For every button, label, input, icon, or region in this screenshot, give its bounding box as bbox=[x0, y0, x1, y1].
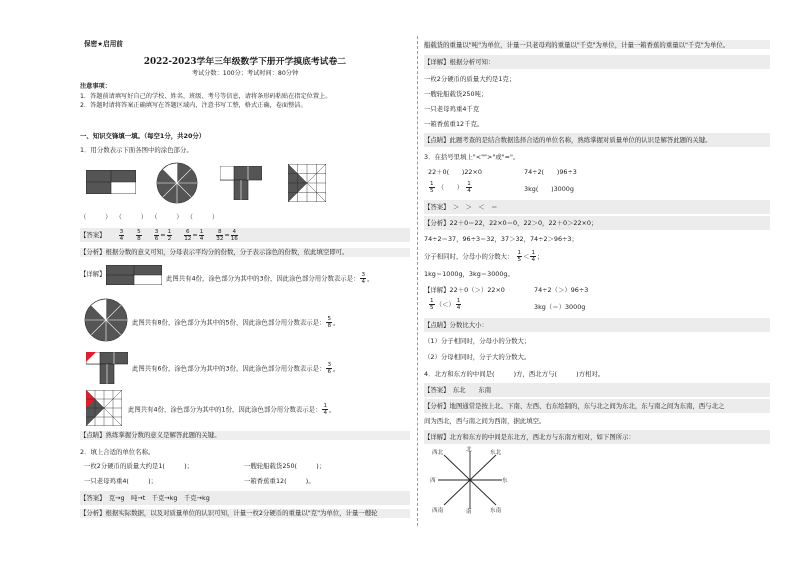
question-1: 1．用分数表示下面各图中的涂色部分。 bbox=[80, 146, 193, 154]
question-4: 4．北方和东方的中间是( )方，西北方与( )方相对。 bbox=[424, 370, 605, 378]
q2-line: 一箱香蕉重12( )。 bbox=[244, 477, 315, 485]
fraction: $\frac{3}{4}$ bbox=[361, 272, 366, 285]
fraction: $\frac{8}{32}$ bbox=[216, 228, 224, 242]
detail-arrow-figure bbox=[86, 352, 128, 384]
q3-analysis: 【分析】22＋0＝22，22×0＝0，22＞0，22＋0＞22×0； bbox=[424, 216, 770, 230]
comment-line: （2）分母相同时，分子大的分数大。 bbox=[424, 353, 531, 361]
compass-east: 东 bbox=[502, 478, 508, 484]
q3-line: 22＋0( )22×0 bbox=[428, 168, 482, 176]
detail-text-4: 此图共有4份，涂色部分为其中的1份，因此涂色部分用分数表示是： $\frac{1}{4}$ 。 bbox=[128, 403, 336, 416]
fraction: $\frac{5}{8}$ bbox=[137, 228, 141, 242]
compass-north: 北 bbox=[466, 447, 472, 453]
detail-text-3: 此图共有6份，涂色部分为其中的3份，因此涂色部分用分数表示是： $\frac{3}{6}$ 。 bbox=[132, 362, 340, 375]
answer-fractions: $\frac{3}{4}$ $\frac{5}{8}$ $\frac{3}{6}$ = $\frac{1}{2}$ $\frac{6}{12}$ = $\frac{1}{4}$ $\frac{8}{32}$ = $\frac{4}{16}$ bbox=[119, 228, 238, 242]
fraction: $\frac{1}{2}$ bbox=[167, 228, 172, 242]
detail-line: 一只老母鸡重4千克 bbox=[424, 105, 480, 113]
compass-southeast: 东南 bbox=[490, 508, 502, 514]
comment-line: （1）分子相同时，分母小的分数大； bbox=[424, 337, 531, 345]
exam-info: 考试分数：100分；考试时间：80分钟 bbox=[191, 70, 299, 77]
q4-detail: 【详解】北方和东方的中间是东北方，西北方与东南方相对，如下图所示： bbox=[424, 430, 770, 444]
fraction: $\frac{3}{6}$ bbox=[154, 228, 159, 242]
circle-fraction-figure bbox=[156, 162, 198, 204]
detail-line: 【详解】22＋0（＞）22×0 bbox=[424, 286, 505, 294]
detail-line: 一箱香蕉重12千克。 bbox=[424, 120, 484, 128]
answer-row bbox=[80, 228, 410, 242]
left-column bbox=[80, 0, 410, 562]
q2-analysis: 【分析】根据实际数据，以及对质量单位的认识可知，计量一枚2分硬币的重量以"克"为单位，计量一艘轮 bbox=[80, 509, 410, 518]
compass-southwest: 西南 bbox=[432, 508, 444, 514]
page-title: 2022-2023学年三年级数学下册开学摸底考试卷二 bbox=[143, 57, 347, 67]
q3-line: 3kg( )3000g bbox=[524, 185, 574, 193]
comment-text: 【点睛】此题考查的是结合数据选择合适的单位名称，熟练掌握对质量单位的认识是解答此题的关键。 bbox=[424, 133, 770, 147]
q3-answer: 【答案】 ＞ ＞ ＜ ＝ bbox=[424, 200, 770, 214]
analysis-fraction-line: 分子相同时，分母小的分数大： $\frac{1}{5}$ ＜ $\frac{1}{4}$ ； bbox=[424, 250, 544, 263]
fraction: $\frac{1}{4}$ bbox=[323, 403, 328, 416]
fraction: $\frac{1}{5}$ bbox=[430, 181, 434, 194]
analysis-line: 1kg＝1000g，3kg＝3000g。 bbox=[424, 270, 514, 278]
fraction: $\frac{1}{4}$ bbox=[467, 181, 471, 194]
analysis-cont: 船载货的重量以"吨"为单位，计量一只老母鸡的重量以"千克"为单位，计量一箱香蕉的重量以"千克"为单位。 bbox=[424, 40, 770, 49]
note-item: 1．答题前请填写好自己的学校、姓名、班级、考号等信息，请将条形码粘贴在指定位置上。 bbox=[80, 93, 332, 100]
q2-answer: 【答案】 克→g 吨→t 千克→kg 千克→kg bbox=[80, 491, 410, 505]
detail-fraction-line: $\frac{1}{5}$ （＜） $\frac{1}{4}$ bbox=[430, 298, 461, 311]
answer-label: 【答案】 bbox=[80, 231, 106, 239]
fraction: $\frac{5}{8}$ bbox=[327, 316, 332, 329]
notes-heading: 注意事项： bbox=[80, 83, 111, 90]
detail-circle-figure bbox=[84, 298, 128, 342]
note-item: 2．答题时请将答案正确填写在答题区域内，注意书写工整，格式正确，卷面整洁。 bbox=[80, 102, 307, 109]
detail-line: 一艘轮船载货250吨； bbox=[424, 90, 488, 98]
fraction: $\frac{1}{4}$ bbox=[456, 298, 461, 311]
q3-fraction-compare: $\frac{1}{5}$ （ ） $\frac{1}{4}$ bbox=[430, 181, 471, 194]
q4-analysis: 【分析】地图通常是按上北、下南、左西、右东绘制的，东与北之间为东北，东与南之间为东南，西与北之 bbox=[424, 399, 770, 413]
detail-grid-figure bbox=[86, 390, 122, 426]
answer-blanks: （ ） （ ） （ ） （ ） bbox=[80, 213, 221, 221]
detail-line: 74÷2（＞）96÷3 bbox=[534, 286, 589, 294]
q4-analysis-cont: 间为西北，西与南之间为西南，据此填空。 bbox=[424, 417, 546, 425]
secret-label: 保密★启用前 bbox=[84, 40, 123, 48]
comment-text: 【点睛】熟练掌握分数的意义是解答此题的关键。 bbox=[80, 431, 410, 440]
grid-triangle-figure bbox=[288, 164, 326, 202]
q2-line: 一枚2分硬币的质量大约是1( )； bbox=[84, 462, 193, 470]
detail-line: 3kg（＝）3000g bbox=[534, 303, 586, 311]
rect-fraction-figure bbox=[86, 170, 136, 194]
detail-text-2: 此图共有8份，涂色部分为其中的5份，因此涂色部分用分数表示是： $\frac{5}{8}$ 。 bbox=[132, 316, 340, 329]
detail-label: 【详解】根据分析可知： bbox=[424, 55, 770, 69]
fraction: $\frac{1}{5}$ bbox=[517, 250, 522, 263]
q2-line: 一艘轮船载货250( )； bbox=[244, 462, 326, 470]
arrow-shape-figure bbox=[220, 166, 262, 200]
q2-line: 一只老母鸡重4( )； bbox=[84, 477, 157, 485]
detail-rect-figure bbox=[106, 265, 162, 285]
analysis-text: 【分析】根据分数的意义可知，分母表示平均分的份数，分子表示涂色的份数，依此填空即可。 bbox=[80, 248, 410, 257]
fraction: $\frac{6}{12}$ bbox=[184, 228, 192, 242]
comment-text: 【点睛】分数比大小： bbox=[424, 318, 770, 332]
analysis-line: 74÷2＝37，96÷3＝32，37＞32，74÷2＞96÷3； bbox=[424, 235, 578, 243]
detail-text-1: 此图共有4份，涂色部分为其中的3份，因此涂色部分用分数表示是： $\frac{3}{4}$ 。 bbox=[166, 272, 374, 285]
fraction: $\frac{4}{16}$ bbox=[230, 228, 238, 242]
q3-line: 74÷2( )96÷3 bbox=[524, 168, 577, 176]
fraction: $\frac{1}{4}$ bbox=[531, 250, 536, 263]
column-divider bbox=[417, 36, 418, 526]
compass-south: 南 bbox=[466, 509, 472, 515]
fraction: $\frac{1}{4}$ bbox=[199, 228, 204, 242]
fraction: $\frac{3}{6}$ bbox=[327, 362, 332, 375]
fraction: $\frac{3}{4}$ bbox=[119, 228, 124, 242]
detail-label: 【详解】 bbox=[80, 270, 106, 278]
compass-west: 西 bbox=[430, 478, 436, 484]
fraction: $\frac{1}{5}$ bbox=[430, 298, 434, 311]
compass-northwest: 西北 bbox=[432, 450, 444, 456]
detail-line: 一枚2分硬币的质量大约是1克； bbox=[424, 75, 516, 83]
q4-answer: 【答案】 东北 东南 bbox=[424, 383, 770, 397]
compass-northeast: 东北 bbox=[490, 450, 502, 456]
section-heading: 一、知识交锋填一填。（每空1分，共20分） bbox=[80, 132, 206, 140]
question-3: 3．在括号里填上"<"">"或"="。 bbox=[424, 153, 520, 161]
question-2: 2．填上合适的单位名称。 bbox=[80, 448, 155, 456]
